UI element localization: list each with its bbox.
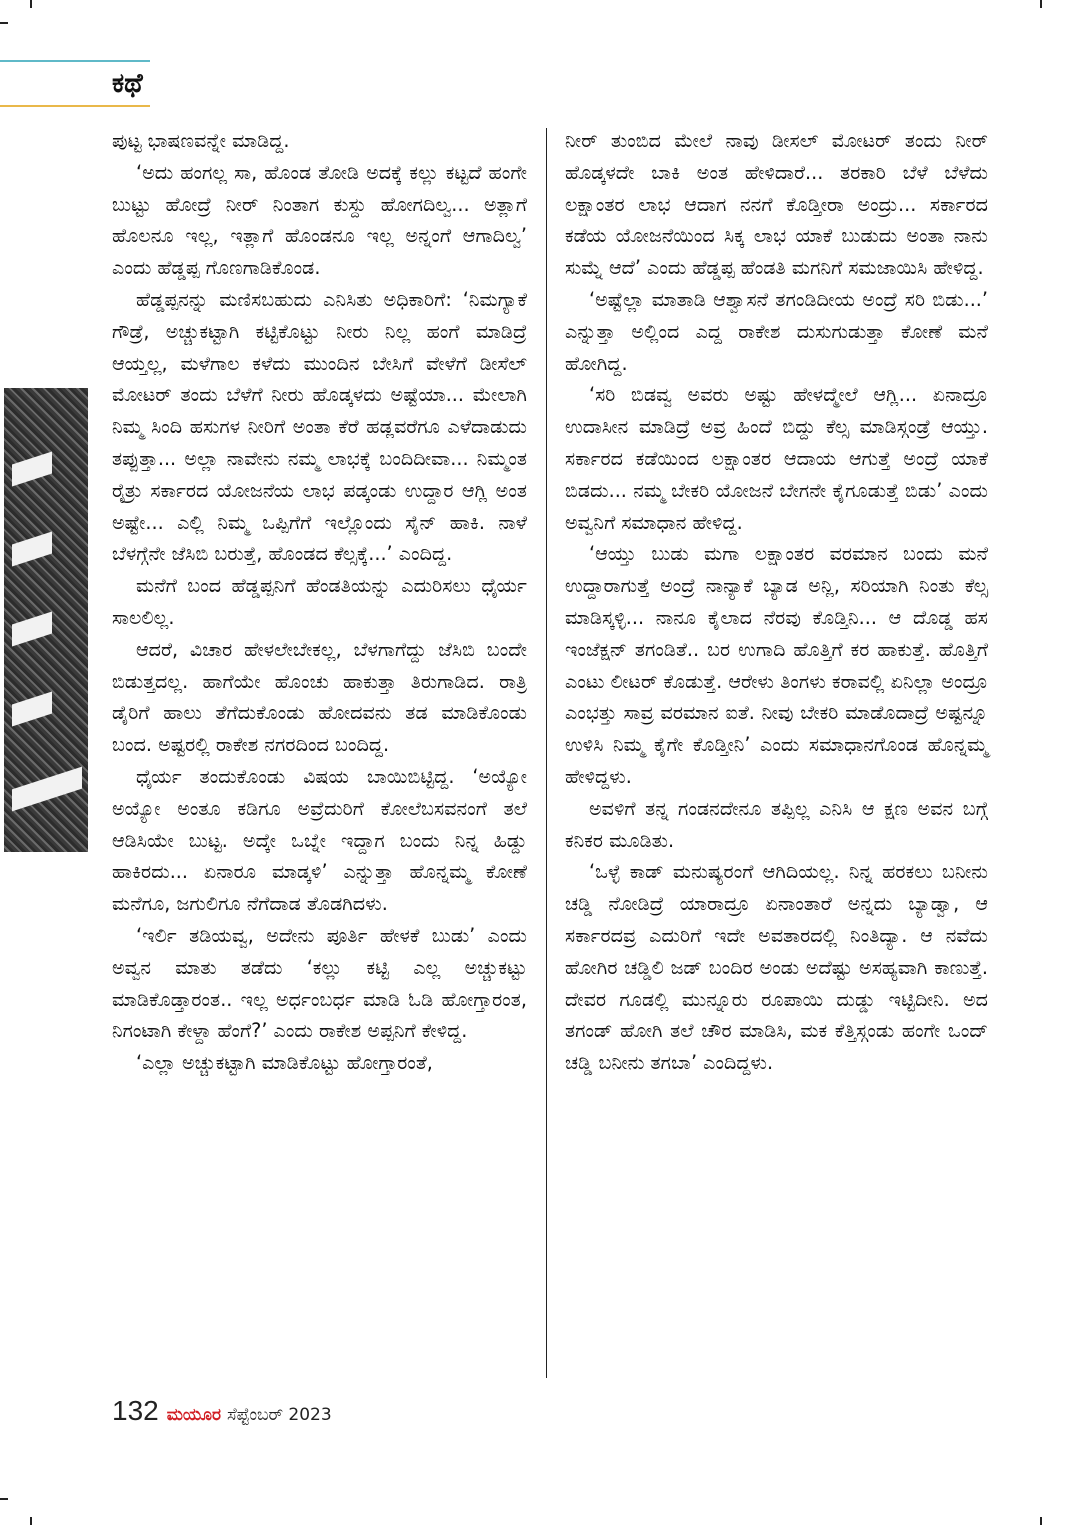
paragraph: ಅವಳಿಗೆ ತನ್ನ ಗಂಡನದೇನೂ ತಪ್ಪಿಲ್ಲ ಎನಿಸಿ ಆ ಕ್ಷಣ ಅವನ ಬಗ್ಗೆ ಕನಿಕರ ಮೂಡಿತು. xyxy=(565,796,988,852)
photo-stripe xyxy=(12,767,82,812)
header-rule-teal xyxy=(0,60,150,62)
paragraph: ಪುಟ್ಟ ಭಾಷಣವನ್ನೇ ಮಾಡಿದ್ದ. xyxy=(112,129,290,152)
paragraph: ‘ಅಷ್ಟೆಲ್ಲಾ ಮಾತಾಡಿ ಆಶ್ವಾಸನೆ ತಗಂಡಿದೀಯ ಅಂದ್ರೆ ಸರಿ ಬಿಡು...’ ಎನ್ನುತ್ತಾ ಅಲ್ಲಿಂದ ಎದ್ದ ರಾಕೇಶ ದುಸುಗುಡುತ್ತಾ ಕೋಣೆ ಮನೆ ಹೋಗಿದ್ದ. xyxy=(565,287,988,375)
paragraph: ಆದರೆ, ವಿಚಾರ ಹೇಳಲೇಬೇಕಲ್ಲ, ಬೆಳಗಾಗೆದ್ದು ಜೆಸಿಬಿ ಬಂದೇ ಬಿಡುತ್ತದಲ್ಲ. ಹಾಗೆಯೇ ಹೊಂಚು ಹಾಕುತ್ತಾ ತಿರುಗಾಡಿದ. ರಾತ್ರಿ ಡೈರಿಗೆ ಹಾಲು ತೆಗೆದುಕೊಂಡು ಹೋದವನು ತಡ ಮಾಡಿಕೊಂಡು ಬಂದ. ಅಷ್ಟರಲ್ಲಿ ರಾಕೇಶ ನಗರದಿಂದ ಬಂದಿದ್ದ. xyxy=(112,637,527,757)
crop-mark xyxy=(30,0,32,8)
paragraph: ‘ಇರ್ಲಿ ತಡಿಯವ್ವ, ಅದೇನು ಪೂರ್ತಿ ಹೇಳಕೆ ಬುಡು’ ಎಂದು ಅವ್ವನ ಮಾತು ತಡೆದು ‘ಕಲ್ಲು ಕಟ್ಟಿ ಎಲ್ಲ ಅಚ್ಚುಕಟ್ಟು ಮಾಡಿಕೊಡ್ತಾರಂತ.. ಇಲ್ಲ ಅರ್ಧಂಬರ್ಧ ಮಾಡಿ ಓಡಿ ಹೋಗ್ತಾರಂತ, ನಿಗಂಟಾಗಿ ಕೇಳ್ದಾ ಹೆಂಗೆ?’ ಎಂದು ರಾಕೇಶ ಅಪ್ಪನಿಗೆ ಕೇಳಿದ್ದ. xyxy=(112,923,527,1043)
column-divider xyxy=(546,128,547,1378)
paragraph: ಹೆಡ್ಡಪ್ಪನನ್ನು ಮಣಿಸಬಹುದು ಎನಿಸಿತು ಅಧಿಕಾರಿಗೆ: ‘ನಿಮಗ್ಯಾಕೆ ಗೌಡ್ರೆ, ಅಚ್ಚುಕಟ್ಟಾಗಿ ಕಟ್ಟಿಕೊಟ್ಟು ನೀರು ನಿಲ್ಲ ಹಂಗೆ ಮಾಡಿದ್ರೆ ಆಯ್ತಲ್ಲ, ಮಳೆಗಾಲ ಕಳೆದು ಮುಂದಿನ ಬೇಸಿಗೆ ವೇಳೆಗೆ ಡೀಸೆಲ್ ಮೋಟರ್ ತಂದು ಬೆಳೆಗೆ ನೀರು ಹೊಡ್ಕಳದು ಅಷ್ಟೆಯಾ... ಮೇಲಾಗಿ ನಿಮ್ಮ ಸಿಂದಿ ಹಸುಗಳ ನೀರಿಗೆ ಅಂತಾ ಕೆರೆ ಹಡ್ಲವರೆಗೂ ಎಳೆದಾಡುದು ತಪ್ಪುತ್ತಾ... ಅಲ್ಲಾ ನಾವೇನು ನಮ್ಮ ಲಾಭಕ್ಕೆ ಬಂದಿದೀವಾ... ನಿಮ್ಮಂತ ರೈತ್ರು ಸರ್ಕಾರದ ಯೋಜನೆಯ ಲಾಭ ಪಡ್ಕಂಡು ಉದ್ದಾರ ಆಗ್ಲಿ ಅಂತ ಅಷ್ಟೇ... ಎಲ್ಲಿ ನಿಮ್ಮ ಒಪ್ಪಿಗೆಗೆ ಇಲ್ಲೊಂದು ಸೈನ್ ಹಾಕಿ. ನಾಳೆ ಬೆಳಗ್ಗೆನೇ ಜೆಸಿಬಿ ಬರುತ್ತೆ, ಹೊಂಡದ ಕೆಲ್ಸಕ್ಕೆ...’ ಎಂದಿದ್ದ. xyxy=(112,287,527,566)
paragraph: ಧೈರ್ಯ ತಂದುಕೊಂಡು ವಿಷಯ ಬಾಯಿಬಿಟ್ಟಿದ್ದ. ‘ಅಯ್ಯೋ ಅಯ್ಯೋ ಅಂತೂ ಕಡಿಗೂ ಅವ್ರೆದುರಿಗೆ ಕೋಲೆಬಸವನಂಗೆ ತಲೆ ಆಡಿಸಿಯೇ ಬುಟ್ಟ. ಅದ್ಕೇ ಒಬ್ನೇ ಇದ್ದಾಗ ಬಂದು ನಿನ್ನ ಹಿಡ್ದು ಹಾಕಿರದು... ಏನಾರೂ ಮಾಡ್ಕಳಿ’ ಎನ್ನುತ್ತಾ ಹೊನ್ನಮ್ಮ ಕೋಣೆ ಮನೆಗೂ, ಜಗುಲಿಗೂ ನೆಗೆದಾಡ ತೊಡಗಿದಳು. xyxy=(112,764,527,916)
photo-stripe xyxy=(12,692,52,727)
magazine-name: ಮಯೂರ xyxy=(166,1405,221,1425)
paragraph: ‘ಅದು ಹಂಗಲ್ಲ ಸಾ, ಹೊಂಡ ತೋಡಿ ಅದಕ್ಕೆ ಕಲ್ಲು ಕಟ್ಟದೆ ಹಂಗೇ ಬುಟ್ಟು ಹೋದ್ರೆ ನೀರ್ ನಿಂತಾಗ ಕುಸ್ದು ಹೋಗದಿಲ್ವ... ಅತ್ಲಾಗೆ ಹೊಲನೂ ಇಲ್ಲ, ಇತ್ಲಾಗೆ ಹೊಂಡನೂ ಇಲ್ಲ ಅನ್ನಂಗೆ ಆಗಾದಿಲ್ವ’ ಎಂದು ಹೆಡ್ಡಪ್ಪ ಗೊಣಗಾಡಿಕೊಂಡ. xyxy=(112,160,527,280)
issue-date: ಸೆಪ್ಟೆಂಬರ್ 2023 xyxy=(226,1405,332,1425)
paragraph: ‘ಒಳ್ಳೆ ಕಾಡ್ ಮನುಷ್ಯರಂಗೆ ಆಗಿದಿಯಲ್ಲ. ನಿನ್ನ ಹರಕಲು ಬನೀನು ಚಡ್ಡಿ ನೋಡಿದ್ರೆ ಯಾರಾದ್ರೂ ಏನಾಂತಾರೆ ಅನ್ನದು ಬ್ಯಾಡ್ವಾ, ಆ ಸರ್ಕಾರದವ್ರ ಎದುರಿಗೆ ಇದೇ ಅವತಾರದಲ್ಲಿ ನಿಂತಿದ್ಯಾ. ಆ ನವೆದು ಹೋಗಿರ ಚಡ್ಡಿಲಿ ಜಡ್ ಬಂದಿರ ಅಂಡು ಅದೆಷ್ಟು ಅಸಹ್ಯವಾಗಿ ಕಾಣುತ್ತೆ. ದೇವರ ಗೂಡಲ್ಲಿ ಮುನ್ನೂರು ರೂಪಾಯಿ ದುಡ್ಡು ಇಟ್ಟಿದೀನಿ. ಅದ ತಗಂಡ್ ಹೋಗಿ ತಲೆ ಚೌರ ಮಾಡಿಸಿ, ಮಕ ಕೆತ್ತಿಸ್ಗಂಡು ಹಂಗೇ ಒಂದ್ ಚಡ್ಡಿ ಬನೀನು ತಗಬಾ’ ಎಂದಿದ್ದಳು. xyxy=(565,860,988,1075)
article-column-right xyxy=(565,125,988,1079)
paragraph: ‘ಆಯ್ತು ಬುಡು ಮಗಾ ಲಕ್ಷಾಂತರ ವರಮಾನ ಬಂದು ಮನೆ ಉದ್ದಾರಾಗುತ್ತೆ ಅಂದ್ರೆ ನಾನ್ಯಾಕೆ ಬ್ಯಾಡ ಅನ್ಲಿ, ಸರಿಯಾಗಿ ನಿಂತು ಕೆಲ್ಸ ಮಾಡಿಸ್ಕಳ್ಳಿ... ನಾನೂ ಕೈಲಾದ ನೆರವು ಕೊಡ್ತಿನಿ... ಆ ದೊಡ್ಡ ಹಸ ಇಂಜೆಕ್ಷನ್ ತಗಂಡಿತೆ.. ಬರ ಉಗಾದಿ ಹೊತ್ತಿಗೆ ಕರ ಹಾಕುತ್ತೆ. ಹೊತ್ತಿಗೆ ಎಂಟು ಲೀಟರ್ ಕೊಡುತ್ತೆ. ಆರೇಳು ತಿಂಗಳು ಕರಾವಲ್ಲಿ ಏನಿಲ್ಲಾ ಅಂದ್ರೂ ಎಂಭತ್ತು ಸಾವ್ರ ವರಮಾನ ಐತೆ. ನೀವು ಬೇಕರಿ ಮಾಡೊದಾದ್ರೆ ಅಷ್ಟನ್ನೂ ಉಳಿಸಿ ನಿಮ್ಮ ಕೈಗೇ ಕೊಡ್ತೀನಿ’ ಎಂದು ಸಮಾಧಾನಗೊಂಡ ಹೊನ್ನಮ್ಮ ಹೇಳಿದ್ದಳು. xyxy=(565,542,988,788)
paragraph: ಮನೆಗೆ ಬಂದ ಹೆಡ್ಡಪ್ಪನಿಗೆ ಹೆಂಡತಿಯನ್ನು ಎದುರಿಸಲು ಧೈರ್ಯ ಸಾಲಲಿಲ್ಲ. xyxy=(112,574,527,629)
section-label: ಕಥೆ xyxy=(112,68,143,99)
page-footer xyxy=(112,1393,332,1433)
paragraph: ‘ಸರಿ ಬಿಡವ್ವ ಅವರು ಅಷ್ಟು ಹೇಳದ್ಮೇಲೆ ಆಗ್ಲಿ... ಏನಾದ್ರೂ ಉದಾಸೀನ ಮಾಡಿದ್ರೆ ಅವ್ರ ಹಿಂದೆ ಬಿದ್ದು ಕೆಲ್ಸ ಮಾಡಿಸ್ಗಂಡ್ರೆ ಆಯ್ತು. ಸರ್ಕಾರದ ಕಡೆಯಿಂದ ಲಕ್ಷಾಂತರ ಆದಾಯ ಆಗುತ್ತೆ ಅಂದ್ರೆ ಯಾಕೆ ಬಿಡದು... ನಮ್ಮ ಬೇಕರಿ ಯೋಜನೆ ಬೇಗನೇ ಕೈಗೂಡುತ್ತೆ ಬಿಡು’ ಎಂದು ಅವ್ವನಿಗೆ ಸಮಾಧಾನ ಹೇಳಿದ್ದ. xyxy=(565,383,988,534)
crop-mark xyxy=(30,1517,32,1525)
crop-mark xyxy=(0,1498,8,1500)
crop-mark xyxy=(1040,0,1042,8)
photo-stripe xyxy=(12,612,52,647)
crop-mark xyxy=(1040,1517,1042,1525)
photo-stripe xyxy=(12,532,52,567)
header-rule-yellow xyxy=(0,105,150,107)
article-column-left xyxy=(112,125,527,1079)
crop-mark xyxy=(0,22,8,24)
page-number: 132 xyxy=(112,1395,159,1426)
paragraph: ನೀರ್ ತುಂಬಿದ ಮೇಲೆ ನಾವು ಡೀಸಲ್ ಮೋಟರ್ ತಂದು ನೀರ್ ಹೊಡ್ಕಳದೇ ಬಾಕಿ ಅಂತ ಹೇಳಿದಾರೆ... ತರಕಾರಿ ಬೆಳೆ ಬೆಳೆದು ಲಕ್ಷಾಂತರ ಲಾಭ ಆದಾಗ ನನಗೆ ಕೊಡ್ತೀರಾ ಅಂದ್ರು... ಸರ್ಕಾರದ ಕಡೆಯ ಯೋಜನೆಯಿಂದ ಸಿಕ್ಕ ಲಾಭ ಯಾಕೆ ಬುಡುದು ಅಂತಾ ನಾನು ಸುಮ್ನೆ ಆದೆ’ ಎಂದು ಹೆಡ್ಡಪ್ಪ ಹೆಂಡತಿ ಮಗನಿಗೆ ಸಮಜಾಯಿಸಿ ಹೇಳಿದ್ದ. xyxy=(565,129,988,280)
photo-stripe xyxy=(12,452,52,487)
paragraph: ‘ಎಲ್ಲಾ ಅಚ್ಚುಕಟ್ಟಾಗಿ ಮಾಡಿಕೊಟ್ಟು ಹೋಗ್ತಾರಂತೆ, xyxy=(136,1051,433,1075)
photo-strip xyxy=(4,388,88,852)
